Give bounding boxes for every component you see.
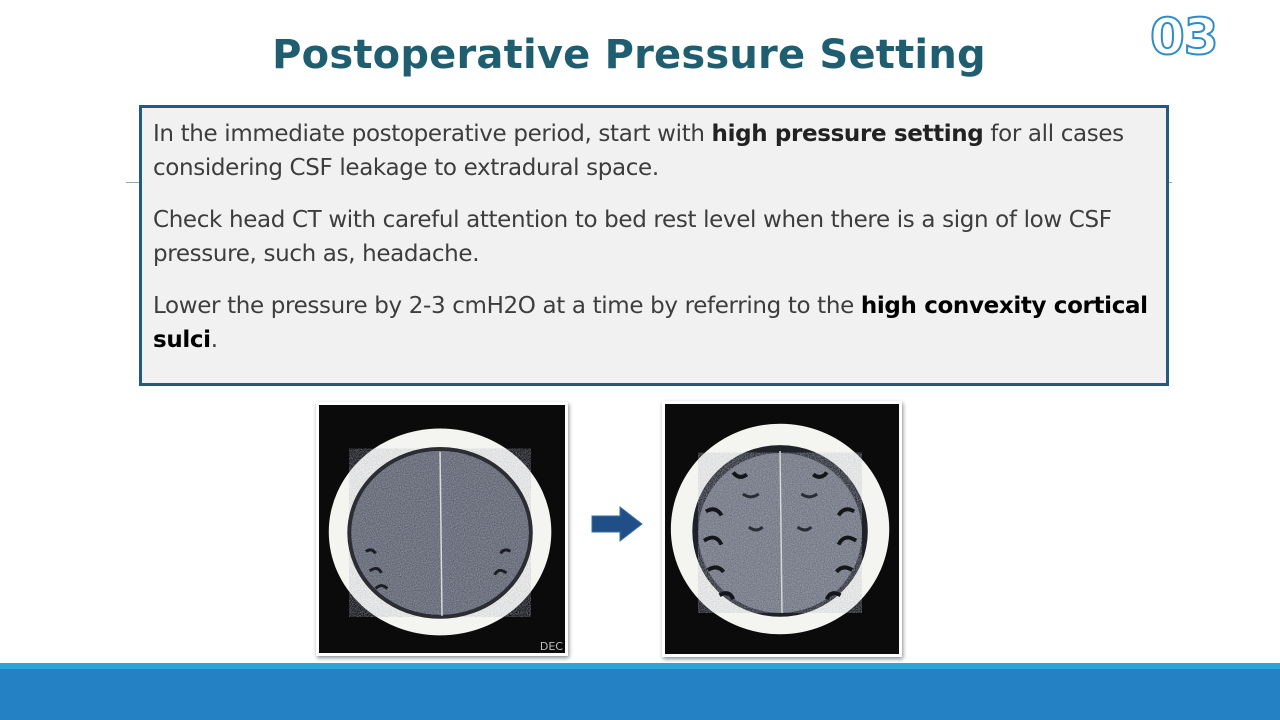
paragraph-immediate-postop: In the immediate postoperative period, start with high pressure setting for all cases considering CSF leakage to extradural space.: [153, 121, 1124, 181]
slide-number: 03: [1150, 8, 1218, 66]
ct-scan-after: [662, 401, 902, 657]
ct-scan-after-image: [665, 404, 899, 654]
paragraph-check-head-ct: Check head CT with careful attention to bed rest level when there is a sign of low CSF pressure, such as, headache.: [153, 207, 1112, 267]
ct-scan-before: [316, 402, 568, 656]
footer-bar: [0, 669, 1280, 720]
bold-high-pressure-setting: high pressure setting: [711, 121, 984, 147]
slide-title: Postoperative Pressure Setting: [272, 32, 986, 78]
bold-high-convexity-sulci: high convexity cortical sulci: [153, 293, 1148, 353]
text-box: [139, 105, 1169, 386]
paragraph-lower-pressure: Lower the pressure by 2-3 cmH2O at a time by referring to the high convexity cortical sulci.: [153, 293, 1148, 353]
arrow-right-icon: [590, 505, 644, 543]
ct-image-label: DEC: [539, 640, 563, 653]
ct-scan-before-image: [319, 405, 565, 653]
